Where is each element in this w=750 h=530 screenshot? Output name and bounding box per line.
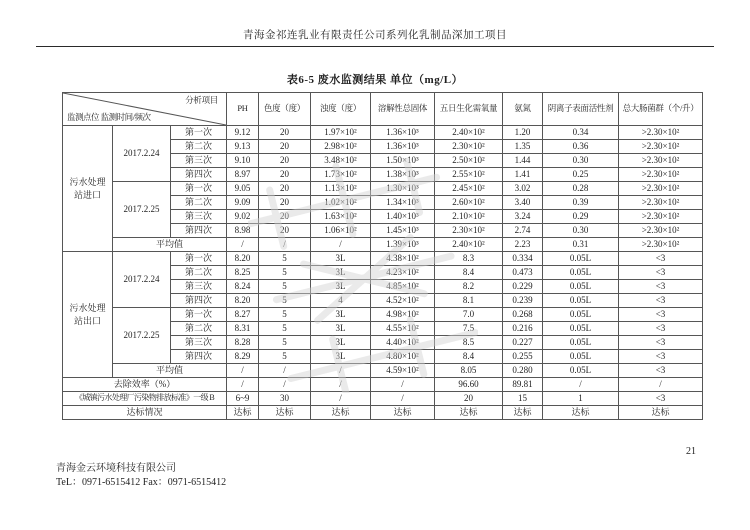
value-cell: / bbox=[259, 378, 311, 392]
value-cell: 3.48×10² bbox=[311, 154, 371, 168]
average-row bbox=[63, 364, 703, 378]
value-cell: 8.25 bbox=[227, 266, 259, 280]
value-cell: 5 bbox=[259, 308, 311, 322]
value-cell: 1.50×10³ bbox=[371, 154, 435, 168]
value-cell: 8.4 bbox=[435, 350, 503, 364]
value-cell: 4 bbox=[311, 294, 371, 308]
value-cell: 5 bbox=[259, 252, 311, 266]
value-cell: 1.40×10³ bbox=[371, 210, 435, 224]
value-cell: 3L bbox=[311, 308, 371, 322]
value-cell: <3 bbox=[619, 294, 703, 308]
value-cell: 1.02×10² bbox=[311, 196, 371, 210]
sample-number-cell: 第四次 bbox=[171, 168, 227, 182]
value-cell: 6~9 bbox=[227, 392, 259, 406]
value-cell: <3 bbox=[619, 322, 703, 336]
value-cell: <3 bbox=[619, 350, 703, 364]
summary-row bbox=[63, 392, 703, 406]
value-cell: 9.13 bbox=[227, 140, 259, 154]
value-cell: 20 bbox=[259, 154, 311, 168]
value-cell: / bbox=[227, 364, 259, 378]
column-header: PH bbox=[227, 93, 259, 126]
value-cell: 0.280 bbox=[503, 364, 543, 378]
value-cell: 0.30 bbox=[543, 154, 619, 168]
value-cell: / bbox=[227, 238, 259, 252]
value-cell: 8.27 bbox=[227, 308, 259, 322]
value-cell: 1.97×10² bbox=[311, 126, 371, 140]
table-row bbox=[63, 308, 703, 322]
value-cell: 4.98×10² bbox=[371, 308, 435, 322]
footer-company-name: 青海金云环境科技有限公司 bbox=[56, 463, 176, 474]
summary-row bbox=[63, 378, 703, 392]
value-cell: 达标 bbox=[259, 406, 311, 420]
column-header: 总大肠菌群（个/升） bbox=[619, 93, 703, 126]
value-cell: 30 bbox=[259, 392, 311, 406]
value-cell: / bbox=[311, 392, 371, 406]
table-header-row bbox=[63, 93, 703, 126]
header-divider bbox=[36, 46, 714, 47]
column-header: 溶解性总固体 bbox=[371, 93, 435, 126]
page-number: 21 bbox=[686, 446, 696, 457]
value-cell: 0.05L bbox=[543, 280, 619, 294]
value-cell: <3 bbox=[619, 252, 703, 266]
value-cell: <3 bbox=[619, 336, 703, 350]
footer-contact-line: TeL：0971-6515412 Fax：0971-6515412 bbox=[56, 476, 227, 488]
value-cell: 20 bbox=[259, 210, 311, 224]
value-cell: 1.41 bbox=[503, 168, 543, 182]
value-cell: 9.05 bbox=[227, 182, 259, 196]
value-cell: 5 bbox=[259, 294, 311, 308]
value-cell: 3L bbox=[311, 322, 371, 336]
value-cell: 1.30×10³ bbox=[371, 182, 435, 196]
value-cell: >2.30×10² bbox=[619, 196, 703, 210]
value-cell: 8.97 bbox=[227, 168, 259, 182]
value-cell: <3 bbox=[619, 364, 703, 378]
sample-number-cell: 第二次 bbox=[171, 140, 227, 154]
table-row bbox=[63, 182, 703, 196]
column-header: 色度（度） bbox=[259, 93, 311, 126]
sample-number-cell: 第三次 bbox=[171, 154, 227, 168]
value-cell: 0.239 bbox=[503, 294, 543, 308]
value-cell: 8.20 bbox=[227, 252, 259, 266]
value-cell: 1.63×10² bbox=[311, 210, 371, 224]
average-label-cell: 平均值 bbox=[113, 238, 227, 252]
value-cell: 7.0 bbox=[435, 308, 503, 322]
value-cell: 9.10 bbox=[227, 154, 259, 168]
value-cell: 8.31 bbox=[227, 322, 259, 336]
value-cell: <3 bbox=[619, 392, 703, 406]
value-cell: 3.40 bbox=[503, 196, 543, 210]
column-header: 阴离子表面活性剂 bbox=[543, 93, 619, 126]
value-cell: 96.60 bbox=[435, 378, 503, 392]
value-cell: >2.30×10² bbox=[619, 154, 703, 168]
value-cell: 20 bbox=[259, 140, 311, 154]
sample-number-cell: 第二次 bbox=[171, 196, 227, 210]
value-cell: 2.50×10² bbox=[435, 154, 503, 168]
value-cell: 4.85×10² bbox=[371, 280, 435, 294]
value-cell: 0.39 bbox=[543, 196, 619, 210]
value-cell: 2.40×10² bbox=[435, 238, 503, 252]
value-cell: 0.05L bbox=[543, 322, 619, 336]
value-cell: 8.24 bbox=[227, 280, 259, 294]
value-cell: 1.36×10³ bbox=[371, 126, 435, 140]
value-cell: 1.39×10³ bbox=[371, 238, 435, 252]
value-cell: 4.38×10² bbox=[371, 252, 435, 266]
value-cell: 2.45×10² bbox=[435, 182, 503, 196]
value-cell: / bbox=[259, 238, 311, 252]
value-cell: 1.35 bbox=[503, 140, 543, 154]
value-cell: 20 bbox=[435, 392, 503, 406]
date-cell: 2017.2.24 bbox=[113, 252, 171, 308]
value-cell: / bbox=[259, 364, 311, 378]
value-cell: 8.28 bbox=[227, 336, 259, 350]
value-cell: 8.1 bbox=[435, 294, 503, 308]
value-cell: 0.255 bbox=[503, 350, 543, 364]
value-cell: 3L bbox=[311, 280, 371, 294]
value-cell: 9.02 bbox=[227, 210, 259, 224]
compliance-label-cell: 达标情况 bbox=[63, 406, 227, 420]
value-cell: / bbox=[543, 378, 619, 392]
value-cell: / bbox=[311, 364, 371, 378]
value-cell: >2.30×10² bbox=[619, 126, 703, 140]
corner-label-analysis-items: 分析项目 bbox=[185, 95, 218, 105]
value-cell: 20 bbox=[259, 196, 311, 210]
value-cell: / bbox=[619, 378, 703, 392]
sample-number-cell: 第二次 bbox=[171, 322, 227, 336]
value-cell: 20 bbox=[259, 182, 311, 196]
value-cell: 2.10×10² bbox=[435, 210, 503, 224]
value-cell: 0.28 bbox=[543, 182, 619, 196]
summary-row bbox=[63, 406, 703, 420]
sample-number-cell: 第四次 bbox=[171, 224, 227, 238]
value-cell: 8.2 bbox=[435, 280, 503, 294]
value-cell: 20 bbox=[259, 126, 311, 140]
value-cell: 1.13×10² bbox=[311, 182, 371, 196]
value-cell: >2.30×10² bbox=[619, 182, 703, 196]
value-cell: 1 bbox=[543, 392, 619, 406]
value-cell: 0.31 bbox=[543, 238, 619, 252]
sample-number-cell: 第三次 bbox=[171, 280, 227, 294]
sample-number-cell: 第四次 bbox=[171, 350, 227, 364]
document-footer bbox=[56, 462, 226, 489]
value-cell: 1.44 bbox=[503, 154, 543, 168]
value-cell: 达标 bbox=[311, 406, 371, 420]
value-cell: 2.23 bbox=[503, 238, 543, 252]
value-cell: 4.55×10² bbox=[371, 322, 435, 336]
value-cell: 0.334 bbox=[503, 252, 543, 266]
wastewater-monitoring-table bbox=[62, 92, 703, 420]
value-cell: 5 bbox=[259, 280, 311, 294]
value-cell: 1.06×10² bbox=[311, 224, 371, 238]
value-cell: 4.80×10² bbox=[371, 350, 435, 364]
value-cell: >2.30×10² bbox=[619, 238, 703, 252]
corner-header-cell bbox=[63, 93, 227, 126]
value-cell: 0.216 bbox=[503, 322, 543, 336]
value-cell: 达标 bbox=[503, 406, 543, 420]
value-cell: 0.227 bbox=[503, 336, 543, 350]
sample-number-cell: 第一次 bbox=[171, 308, 227, 322]
value-cell: 3.02 bbox=[503, 182, 543, 196]
sample-number-cell: 第一次 bbox=[171, 182, 227, 196]
value-cell: 2.30×10² bbox=[435, 140, 503, 154]
value-cell: 8.3 bbox=[435, 252, 503, 266]
date-cell: 2017.2.24 bbox=[113, 126, 171, 182]
removal-efficiency-label-cell: 去除效率（%） bbox=[63, 378, 227, 392]
sample-number-cell: 第一次 bbox=[171, 126, 227, 140]
value-cell: 0.473 bbox=[503, 266, 543, 280]
sample-number-cell: 第三次 bbox=[171, 336, 227, 350]
value-cell: 达标 bbox=[227, 406, 259, 420]
value-cell: 8.29 bbox=[227, 350, 259, 364]
value-cell: 0.05L bbox=[543, 266, 619, 280]
value-cell: 20 bbox=[259, 168, 311, 182]
value-cell: / bbox=[371, 378, 435, 392]
value-cell: 2.74 bbox=[503, 224, 543, 238]
value-cell: 0.25 bbox=[543, 168, 619, 182]
value-cell: 0.34 bbox=[543, 126, 619, 140]
value-cell: 达标 bbox=[619, 406, 703, 420]
average-label-cell: 平均值 bbox=[113, 364, 227, 378]
sample-number-cell: 第一次 bbox=[171, 252, 227, 266]
value-cell: <3 bbox=[619, 266, 703, 280]
value-cell: 0.229 bbox=[503, 280, 543, 294]
value-cell: 1.34×10³ bbox=[371, 196, 435, 210]
column-header: 氨氮 bbox=[503, 93, 543, 126]
value-cell: 20 bbox=[259, 224, 311, 238]
value-cell: 1.73×10² bbox=[311, 168, 371, 182]
value-cell: 4.40×10² bbox=[371, 336, 435, 350]
sample-number-cell: 第二次 bbox=[171, 266, 227, 280]
date-cell: 2017.2.25 bbox=[113, 308, 171, 364]
value-cell: >2.30×10² bbox=[619, 224, 703, 238]
value-cell: 5 bbox=[259, 266, 311, 280]
value-cell: 89.81 bbox=[503, 378, 543, 392]
table-title: 表6-5 废水监测结果 单位（mg/L） bbox=[286, 74, 464, 86]
value-cell: 8.4 bbox=[435, 266, 503, 280]
column-header: 浊度（度） bbox=[311, 93, 371, 126]
value-cell: >2.30×10² bbox=[619, 210, 703, 224]
value-cell: 0.36 bbox=[543, 140, 619, 154]
value-cell: 1.36×10³ bbox=[371, 140, 435, 154]
sample-number-cell: 第四次 bbox=[171, 294, 227, 308]
value-cell: 3L bbox=[311, 350, 371, 364]
value-cell: >2.30×10² bbox=[619, 140, 703, 154]
value-cell: 0.05L bbox=[543, 350, 619, 364]
value-cell: 达标 bbox=[435, 406, 503, 420]
value-cell: / bbox=[311, 238, 371, 252]
value-cell: 3L bbox=[311, 252, 371, 266]
value-cell: 8.98 bbox=[227, 224, 259, 238]
average-row bbox=[63, 238, 703, 252]
value-cell: 1.45×10³ bbox=[371, 224, 435, 238]
value-cell: 4.59×10² bbox=[371, 364, 435, 378]
value-cell: 0.29 bbox=[543, 210, 619, 224]
monitoring-site-cell: 污水处理站出口 bbox=[63, 252, 113, 378]
value-cell: 9.12 bbox=[227, 126, 259, 140]
value-cell: 2.30×10² bbox=[435, 224, 503, 238]
value-cell: 5 bbox=[259, 350, 311, 364]
value-cell: 0.05L bbox=[543, 308, 619, 322]
value-cell: 达标 bbox=[371, 406, 435, 420]
value-cell: 2.60×10² bbox=[435, 196, 503, 210]
value-cell: 7.5 bbox=[435, 322, 503, 336]
value-cell: 9.09 bbox=[227, 196, 259, 210]
corner-label-site-time-freq: 监测点位 监测时间/频次 bbox=[67, 111, 151, 122]
value-cell: 0.05L bbox=[543, 364, 619, 378]
value-cell: 0.05L bbox=[543, 336, 619, 350]
value-cell: 2.98×10² bbox=[311, 140, 371, 154]
value-cell: <3 bbox=[619, 280, 703, 294]
value-cell: / bbox=[311, 378, 371, 392]
value-cell: 15 bbox=[503, 392, 543, 406]
value-cell: 达标 bbox=[543, 406, 619, 420]
value-cell: 2.55×10² bbox=[435, 168, 503, 182]
value-cell: 4.52×10² bbox=[371, 294, 435, 308]
table-row bbox=[63, 252, 703, 266]
value-cell: 8.05 bbox=[435, 364, 503, 378]
value-cell: 5 bbox=[259, 322, 311, 336]
table-row bbox=[63, 126, 703, 140]
value-cell: 0.05L bbox=[543, 294, 619, 308]
value-cell: / bbox=[371, 392, 435, 406]
value-cell: 4.23×10² bbox=[371, 266, 435, 280]
value-cell: 2.40×10² bbox=[435, 126, 503, 140]
value-cell: 3L bbox=[311, 336, 371, 350]
standard-label-cell: 《城镇污水处理厂污染物排放标准》一级 B bbox=[63, 392, 227, 406]
value-cell: 1.38×10³ bbox=[371, 168, 435, 182]
value-cell: 5 bbox=[259, 336, 311, 350]
value-cell: 1.20 bbox=[503, 126, 543, 140]
value-cell: 3L bbox=[311, 266, 371, 280]
value-cell: 0.30 bbox=[543, 224, 619, 238]
value-cell: 0.05L bbox=[543, 252, 619, 266]
monitoring-site-cell: 污水处理站进口 bbox=[63, 126, 113, 252]
value-cell: / bbox=[227, 378, 259, 392]
column-header: 五日生化需氧量 bbox=[435, 93, 503, 126]
sample-number-cell: 第三次 bbox=[171, 210, 227, 224]
value-cell: 8.20 bbox=[227, 294, 259, 308]
value-cell: 0.268 bbox=[503, 308, 543, 322]
value-cell: <3 bbox=[619, 308, 703, 322]
date-cell: 2017.2.25 bbox=[113, 182, 171, 238]
value-cell: >2.30×10² bbox=[619, 168, 703, 182]
value-cell: 8.5 bbox=[435, 336, 503, 350]
document-header-title: 青海金祁连乳业有限责任公司系列化乳制品深加工项目 bbox=[243, 30, 507, 41]
value-cell: 3.24 bbox=[503, 210, 543, 224]
